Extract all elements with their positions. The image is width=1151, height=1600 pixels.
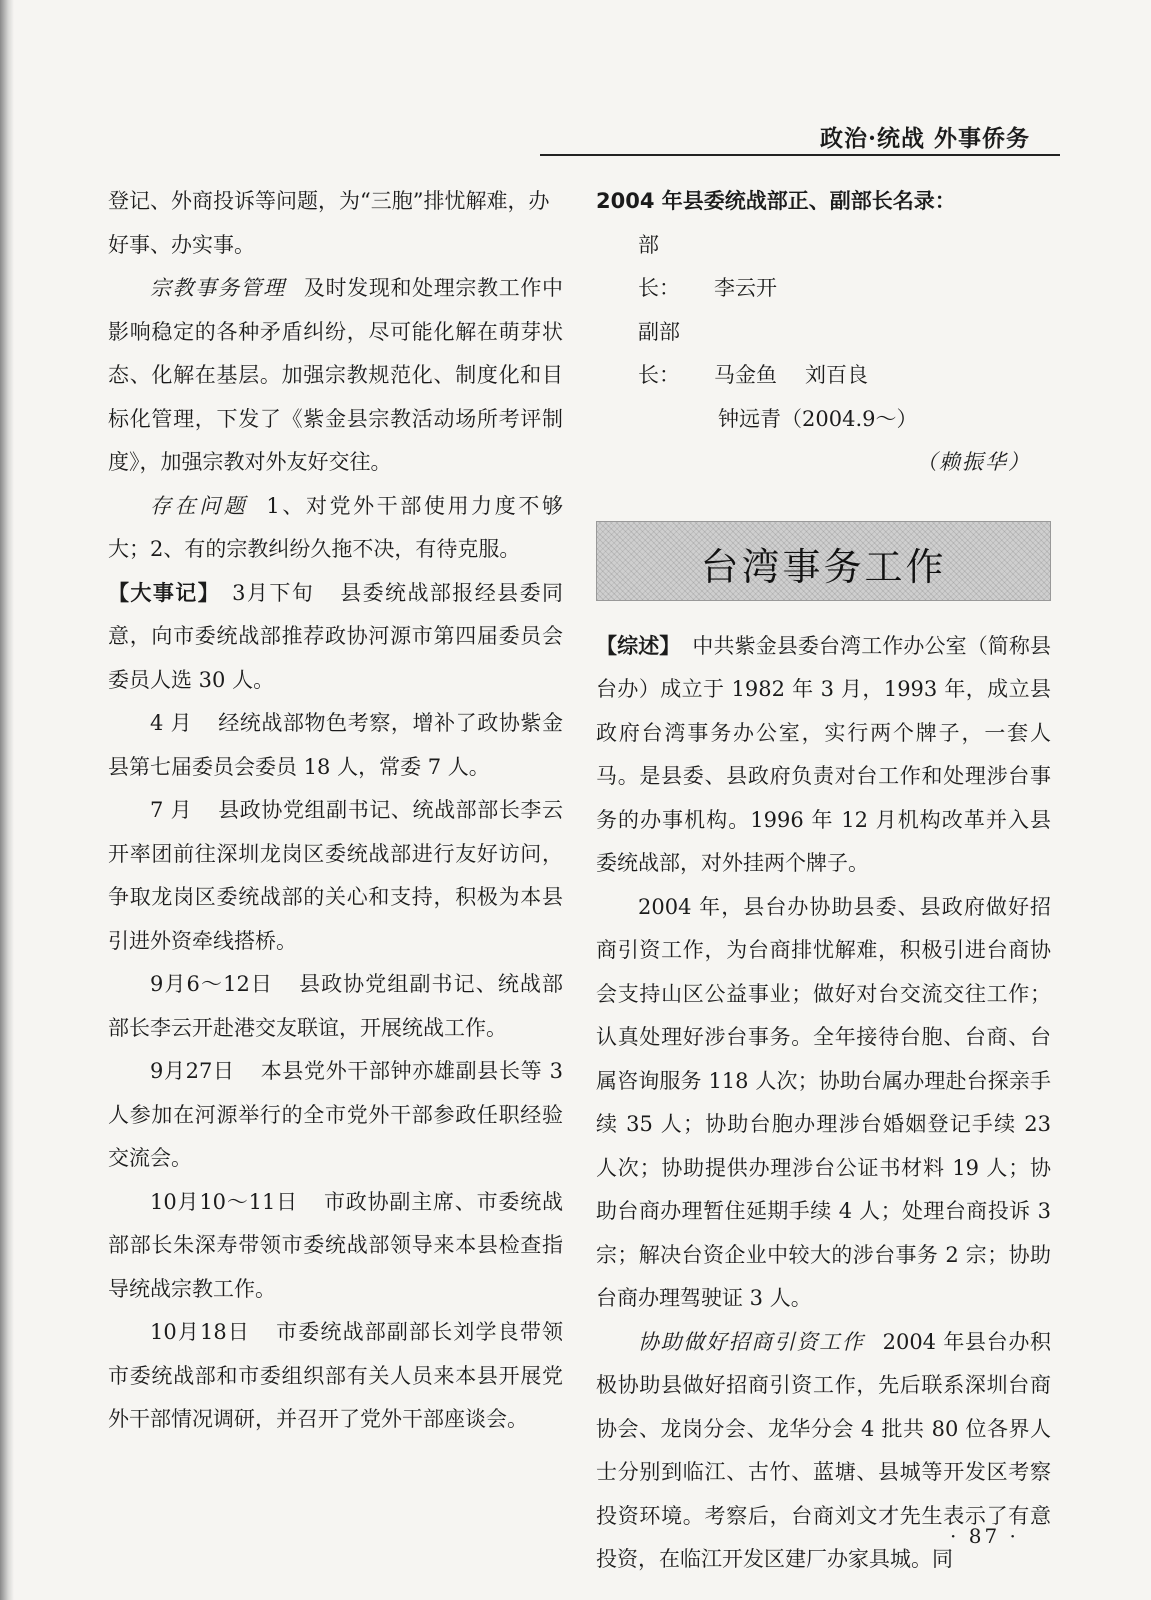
deputy-name: 刘百良 (805, 363, 868, 387)
minister-name: 李云开 (714, 276, 777, 300)
chronicle-text: 市政协副主席、市委统战部部长朱深寿带领市委统战部领导来本县检查指导统战宗教工作。 (108, 1189, 564, 1301)
chronicle-entry (108, 1181, 563, 1312)
continued-line-2: 好事、办实事。 (108, 232, 255, 257)
religion-heading: 宗教事务管理 (150, 276, 286, 300)
chronicle-entry (108, 1311, 563, 1442)
chronicle-date: 9月6～12日 (150, 972, 273, 996)
deputy-name: 马金鱼 (714, 363, 777, 387)
binding-shadow (0, 0, 14, 1600)
section-title: 台湾事务工作 (700, 544, 947, 589)
chronicle-text: 市委统战部副部长刘学良带领市委统战部和市委组织部有关人员来本县开展党外干部情况调研，并召开了党外干部座谈会。 (108, 1320, 564, 1431)
chronicle-entry (108, 789, 563, 963)
problems-heading: 存在问题 (150, 493, 249, 518)
chronicle-date: 10月18日 (150, 1320, 251, 1344)
religion-paragraph (108, 267, 563, 485)
overview-label: 【综述】 (596, 633, 681, 658)
annual-work-paragraph: 2004 年，县台办协助县委、县政府做好招商引资工作，为台商排忧解难，积极引进台商协会支持山区公益事业；做好对台交流交往工作；认真处理好涉台事务。全年接待台胞、台商、台属咨询服务 118 人次；协助台属办理赴台探亲手续 35 人；协助台胞办理涉台婚姻登记手续 23 人次；协助提供办理涉台公证书材料 19 人；协助台商办理暂住延期手续 4 人；处理台商投诉 3 宗；解决台资企业中较大的涉台事务 2 宗；协助台商办理驾驶证 3 人。 (596, 894, 1051, 1310)
minister-row (596, 224, 1051, 311)
author-credit: （赖振华） (916, 450, 1031, 474)
problems-paragraph (108, 485, 563, 572)
left-column (108, 180, 563, 1442)
overview-paragraph (596, 625, 1051, 886)
chronicle-date: 9月27日 (150, 1059, 235, 1083)
overview-body: 中共紫金县委台湾工作办公室（简称县台办）成立于 1982 年 3 月，1993 年，成立县政府台湾事务办公室，实行两个牌子，一套人马。是县委、县政府负责对台工作和处理涉台事务的办事机构。1996 年 12 月机构改革并入县委统战部，对外挂两个牌子。 (596, 633, 1052, 875)
right-column (596, 180, 1051, 1582)
chronicle-label: 【大事记】 (108, 580, 221, 605)
religion-body: 及时发现和处理宗教工作中影响稳定的各种矛盾纠纷，尽可能化解在萌芽状态、化解在基层。加强宗教规范化、制度化和目标化管理，下发了《紫金县宗教活动场所考评制度》，加强宗教对外友好交往。 (108, 276, 564, 474)
running-header (540, 116, 1060, 156)
chronicle-date: 7 月 (150, 798, 193, 822)
chronicle-date: 10月10～11日 (150, 1189, 298, 1214)
investment-heading: 协助做好招商引资工作 (638, 1329, 865, 1354)
chronicle-text: 经统战部物色考察，增补了政协紫金县第七届委员会委员 18 人，常委 7 人。 (108, 711, 563, 779)
chronicle-entry (108, 963, 563, 1050)
minister-role: 部 长： (638, 232, 680, 300)
deputy-extra: 钟远青（2004.9～） (718, 406, 918, 431)
section-path: 政治·统战 外事侨务 (819, 125, 1030, 152)
chronicle-entry (108, 572, 563, 703)
continued-line-1: 登记、外商投诉等问题，为“三胞”排忧解难，办 (108, 189, 550, 213)
chronicle-date: 3月下旬 (232, 580, 315, 605)
chronicle-entry (108, 1050, 563, 1181)
deputy-role: 副部长： (638, 319, 680, 387)
chronicle-text: 县政协党组副书记、统战部部长李云开率团前往深圳龙岗区委统战部进行友好访问，争取龙岗区委统战部的关心和支持，积极为本县引进外资牵线搭桥。 (108, 798, 563, 953)
page-number: · 87 · (950, 1524, 1019, 1548)
chronicle-date: 4 月 (150, 711, 193, 735)
section-banner (596, 521, 1051, 601)
problems-body: 1、对党外干部使用力度不够大；2、有的宗教纠纷久拖不决，有待克服。 (108, 493, 563, 561)
chronicle-entry (108, 702, 563, 789)
header-rule (540, 154, 1060, 156)
investment-body: 2004 年县台办积极协助县做好招商引资工作，先后联系深圳台商协会、龙岗分会、龙华分会 4 批共 80 位各界人士分别到临江、古竹、蓝塘、县城等开发区考察投资环境。考察后，台商刘文才先生表示了有意投资，在临江开发区建厂办家具城。同 (596, 1329, 1052, 1571)
chronicle-text: 本县党外干部钟亦雄副县长等 3 人参加在河源举行的全市党外干部参政任职经验交流会。 (108, 1059, 563, 1170)
deputy-row (596, 311, 1051, 398)
chronicle-text: 县政协党组副书记、统战部部长李云开赴港交友联谊，开展统战工作。 (108, 972, 563, 1040)
chronicle-text: 县委统战部报经县委同意，向市委统战部推荐政协河源市第四届委员会委员人选 30 人。 (108, 580, 563, 692)
name-list-title: 2004 年县委统战部正、副部长名录： (596, 189, 956, 213)
